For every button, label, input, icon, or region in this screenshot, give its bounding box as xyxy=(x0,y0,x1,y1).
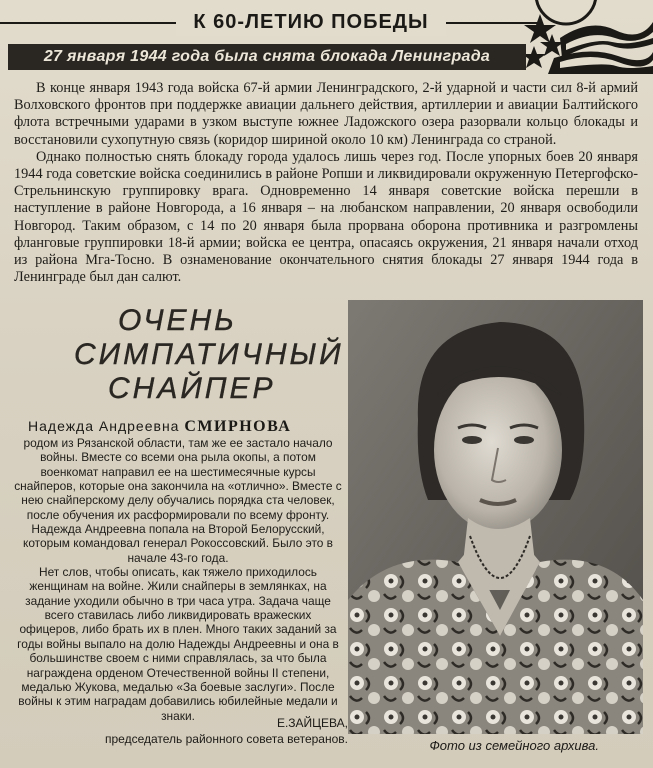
intro-paragraph-2: Однако полностью снять блокаду города удалось лишь через год. После упорных боев 20 января 1944 года советские войска соединились в районе Ропши и ликвидировали окруженную Петергофско-Стрельнинскую группировку врага. Одновременно 14 января советские войска перешли в наступление в районе Новгорода, а 16 января – на любанском направлении, 20 января освободили Новгород. Таким образом, с 14 по 20 января была прорвана оборона противника и разгромлены фланговые группировки 18-й армии; войска ее центра, опасаясь окружения, 21 января начали отход из района Мга-Тосно. В ознаменование окончательного снятия блокады 27 января 1944 года в Ленинграде был дан салют. xyxy=(14,148,638,286)
photo-caption: Фото из семейного архива. xyxy=(429,738,599,753)
story-paragraph-1: родом из Рязанской области, там же ее застало начало войны. Вместе со всеми она рыла окопы, а потом военкомат направил ее на шестимесячные курсы снайперов, которые она закончила на «отлично». Вместе с нею снайперскому делу обучались порядка ста человек, после обучения их расформировали по всему фронту. Надежда Андреевна попала на Второй Белорусский, которым командовал генерал Рокоссовский. Было это в начале 43-го года. xyxy=(14,436,342,565)
author-signature: Е.ЗАЙЦЕВА, xyxy=(276,716,348,730)
intro-paragraph-1: В конце января 1943 года войска 67-й армии Ленинградского, 2-й ударной и части сил 8-й армий Волховского фронтов при поддержке авиации дальнего действия, артиллерии и авиации Балтийского флота встречными ударами в узком выступе южнее Ладожского озера разорвали кольцо блокады и восстановили сухопутную связь (коридор шириной около 10 км) Ленинграда со страной. xyxy=(14,80,638,148)
heroine-name xyxy=(28,418,348,436)
author-position: председатель районного совета ветеранов. xyxy=(104,732,348,746)
story-paragraph-2: Нет слов, чтобы описать, как тяжело приходилось женщинам на войне. Жили снайперы в землянках, на задание уходили обычно в три часа утра. Задача чаще всего ставилась либо ликвидировать вражеских офицеров, либо брать их в плен. Много таких заданий за годы войны выпало на долю Надежды Андреевны и она в большинстве своем с ними справлялась, за что была награждена орденом Отечественной войны II степени, медалью Жукова, медалью «За боевые заслуги». После войны к этим наградам добавились юбилейные медали и знаки. xyxy=(17,565,339,723)
intro-article xyxy=(14,80,638,286)
headline-banner: 27 января 1944 года была снята блокада Ленинграда xyxy=(8,44,526,70)
portrait-photo xyxy=(348,300,643,734)
portrait-image xyxy=(348,300,643,734)
title-line-2: СИМПАТИЧНЫЙ xyxy=(74,338,344,371)
victory-emblem-icon xyxy=(520,0,653,74)
heroine-given-names: Надежда Андреевна xyxy=(28,418,180,434)
rubric-heading: К 60-ЛЕТИЮ ПОБЕДЫ xyxy=(176,8,446,36)
title-line-3: СНАЙПЕР xyxy=(108,372,276,405)
heroine-surname: СМИРНОВА xyxy=(184,418,292,435)
article-title xyxy=(56,304,344,406)
title-line-1: ОЧЕНЬ xyxy=(118,304,237,337)
sniper-story xyxy=(14,436,342,723)
